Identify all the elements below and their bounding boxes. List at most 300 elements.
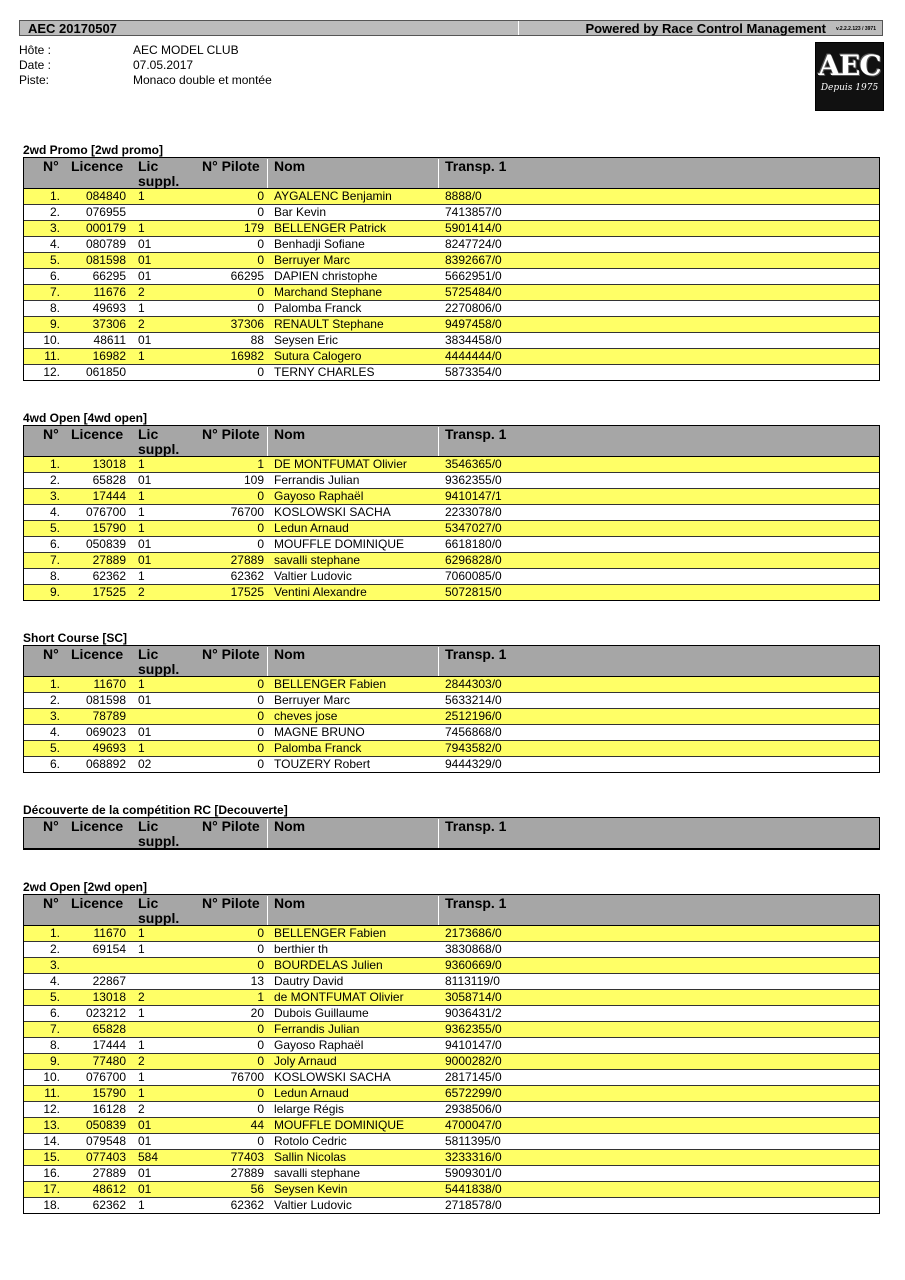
cell-licence: 061850 bbox=[85, 365, 126, 379]
table-row bbox=[24, 301, 879, 317]
cell-lic-suppl: 01 bbox=[138, 333, 152, 347]
cell-no: 1. bbox=[49, 677, 60, 691]
cell-lic-suppl: 2 bbox=[138, 990, 145, 1004]
section-title: Découverte de la compétition RC [Decouverte] bbox=[23, 803, 288, 817]
cell-lic-suppl: 01 bbox=[138, 725, 152, 739]
cell-transp: 7943582/0 bbox=[445, 741, 502, 755]
cell-no: 3. bbox=[49, 489, 60, 503]
table-row bbox=[24, 942, 879, 958]
cell-no: 11. bbox=[44, 1086, 60, 1100]
cell-transp: 6296828/0 bbox=[445, 553, 502, 567]
cell-no: 6. bbox=[49, 537, 60, 551]
cell-nom: Gayoso Raphaël bbox=[274, 489, 364, 503]
cell-licence: 000179 bbox=[85, 221, 126, 235]
table-row bbox=[24, 1006, 879, 1022]
cell-transp: 4444444/0 bbox=[445, 349, 502, 363]
table-row bbox=[24, 1182, 879, 1198]
cell-nom: Berruyer Marc bbox=[274, 253, 351, 267]
table-row bbox=[24, 457, 879, 473]
col-licence: Licence bbox=[71, 895, 124, 911]
cell-lic-suppl: 2 bbox=[138, 1054, 145, 1068]
cell-pilote: 0 bbox=[257, 942, 264, 956]
category-section bbox=[23, 631, 880, 773]
cell-nom: Ferrandis Julian bbox=[274, 1022, 360, 1036]
cell-licence: 077403 bbox=[85, 1150, 126, 1164]
cell-lic-suppl: 1 bbox=[138, 677, 145, 691]
cell-pilote: 76700 bbox=[230, 1070, 264, 1084]
info-value: Monaco double et montée bbox=[133, 73, 272, 87]
table-row bbox=[24, 926, 879, 942]
section-title: Short Course [SC] bbox=[23, 631, 128, 645]
col-nom: Nom bbox=[274, 818, 306, 834]
cell-pilote: 0 bbox=[257, 301, 264, 315]
cell-transp: 9362355/0 bbox=[445, 473, 502, 487]
cell-no: 7. bbox=[49, 1022, 60, 1036]
col-no: N° bbox=[43, 426, 59, 442]
cell-pilote: 62362 bbox=[230, 1198, 264, 1212]
cell-nom: TERNY CHARLES bbox=[274, 365, 375, 379]
table-row bbox=[24, 237, 879, 253]
col-licence: Licence bbox=[71, 158, 124, 174]
table-header bbox=[24, 158, 879, 189]
cell-nom: KOSLOWSKI SACHA bbox=[274, 505, 391, 519]
cell-transp: 9000282/0 bbox=[445, 1054, 502, 1068]
cell-nom: de MONTFUMAT Olivier bbox=[274, 990, 404, 1004]
cell-lic-suppl: 1 bbox=[138, 1038, 145, 1052]
table-row bbox=[24, 553, 879, 569]
cell-lic-suppl: 01 bbox=[138, 473, 152, 487]
cell-lic-suppl: 2 bbox=[138, 317, 145, 331]
cell-pilote: 76700 bbox=[230, 505, 264, 519]
cell-transp: 8247724/0 bbox=[445, 237, 502, 251]
cell-lic-suppl: 1 bbox=[138, 1086, 145, 1100]
cell-transp: 2233078/0 bbox=[445, 505, 502, 519]
cell-transp: 5633214/0 bbox=[445, 693, 502, 707]
col-lic-suppl-line2: suppl. bbox=[138, 833, 180, 849]
cell-licence: 48611 bbox=[93, 333, 126, 347]
cell-transp: 4700047/0 bbox=[445, 1118, 502, 1132]
cell-licence: 076700 bbox=[85, 1070, 126, 1084]
col-lic-suppl bbox=[138, 159, 179, 189]
cell-lic-suppl: 2 bbox=[138, 585, 145, 599]
cell-no: 2. bbox=[49, 473, 60, 487]
cell-lic-suppl: 01 bbox=[138, 1118, 152, 1132]
cell-licence: 22867 bbox=[92, 974, 126, 988]
info-row-host bbox=[19, 43, 272, 58]
table-row bbox=[24, 569, 879, 585]
cell-no: 5. bbox=[49, 741, 60, 755]
info-key: Hôte : bbox=[19, 43, 52, 57]
cell-licence: 16982 bbox=[92, 349, 126, 363]
cell-lic-suppl: 1 bbox=[138, 221, 145, 235]
cell-transp: 9360669/0 bbox=[445, 958, 502, 972]
cell-no: 12. bbox=[43, 365, 60, 379]
cell-pilote: 1 bbox=[257, 457, 264, 471]
cell-nom: BELLENGER Patrick bbox=[274, 221, 387, 235]
cell-licence: 48612 bbox=[92, 1182, 126, 1196]
cell-licence: 65828 bbox=[92, 473, 126, 487]
header-divider bbox=[438, 819, 439, 848]
cell-licence: 49693 bbox=[92, 301, 126, 315]
cell-licence: 11670 bbox=[93, 926, 126, 940]
cell-pilote: 44 bbox=[250, 1118, 264, 1132]
col-no: N° bbox=[43, 895, 59, 911]
col-transp: Transp. 1 bbox=[445, 158, 507, 174]
entries-table bbox=[23, 645, 880, 773]
cell-nom: lelarge Régis bbox=[274, 1102, 345, 1116]
cell-pilote: 0 bbox=[257, 958, 264, 972]
cell-pilote: 0 bbox=[257, 489, 264, 503]
cell-pilote: 20 bbox=[250, 1006, 264, 1020]
cell-no: 8. bbox=[49, 301, 60, 315]
cell-no: 17. bbox=[43, 1182, 60, 1196]
cell-licence: 084840 bbox=[85, 189, 126, 203]
cell-nom: Palomba Franck bbox=[274, 741, 362, 755]
cell-lic-suppl: 01 bbox=[138, 269, 152, 283]
cell-transp: 2844303/0 bbox=[445, 677, 502, 691]
cell-transp: 5072815/0 bbox=[445, 585, 502, 599]
cell-transp: 2512196/0 bbox=[445, 709, 502, 723]
col-lic-suppl-line2: suppl. bbox=[138, 910, 180, 926]
cell-no: 3. bbox=[49, 958, 60, 972]
cell-no: 10. bbox=[43, 1070, 60, 1084]
header-divider bbox=[267, 159, 268, 188]
cell-licence: 076955 bbox=[85, 205, 126, 219]
cell-nom: Seysen Eric bbox=[274, 333, 339, 347]
cell-pilote: 0 bbox=[257, 205, 264, 219]
cell-transp: 2718578/0 bbox=[445, 1198, 502, 1212]
cell-licence: 77480 bbox=[92, 1054, 126, 1068]
col-no: N° bbox=[43, 818, 59, 834]
col-lic-suppl bbox=[138, 819, 179, 849]
cell-nom: Gayoso Raphaël bbox=[274, 1038, 364, 1052]
cell-lic-suppl: 01 bbox=[138, 693, 152, 707]
col-pilote: N° Pilote bbox=[202, 426, 260, 442]
cell-pilote: 0 bbox=[257, 1102, 264, 1116]
cell-nom: AYGALENC Benjamin bbox=[274, 189, 392, 203]
cell-nom: berthier th bbox=[274, 942, 329, 956]
cell-lic-suppl: 1 bbox=[138, 457, 145, 471]
event-info bbox=[19, 43, 272, 88]
col-nom: Nom bbox=[274, 646, 306, 662]
cell-no: 3. bbox=[49, 709, 60, 723]
table-row bbox=[24, 974, 879, 990]
cell-no: 6. bbox=[49, 757, 60, 771]
col-lic-suppl-line2: suppl. bbox=[138, 441, 180, 457]
cell-nom: Joly Arnaud bbox=[274, 1054, 337, 1068]
cell-no: 4. bbox=[49, 505, 60, 519]
cell-nom: Sutura Calogero bbox=[274, 349, 362, 363]
table-row bbox=[24, 537, 879, 553]
cell-transp: 3834458/0 bbox=[445, 333, 502, 347]
cell-pilote: 27889 bbox=[230, 553, 264, 567]
cell-nom: Benhadji Sofiane bbox=[274, 237, 365, 251]
cell-no: 12. bbox=[43, 1102, 60, 1116]
cell-pilote: 88 bbox=[250, 333, 264, 347]
cell-no: 2. bbox=[49, 205, 60, 219]
cell-nom: KOSLOWSKI SACHA bbox=[274, 1070, 391, 1084]
cell-pilote: 66295 bbox=[230, 269, 264, 283]
cell-transp: 6572299/0 bbox=[445, 1086, 502, 1100]
col-transp: Transp. 1 bbox=[445, 646, 507, 662]
col-lic-suppl-line1: Lic bbox=[138, 158, 159, 174]
table-row bbox=[24, 585, 879, 600]
cell-pilote: 37306 bbox=[230, 317, 264, 331]
cell-lic-suppl: 1 bbox=[138, 1070, 145, 1084]
col-lic-suppl-line1: Lic bbox=[138, 426, 159, 442]
table-row bbox=[24, 709, 879, 725]
table-row bbox=[24, 489, 879, 505]
cell-pilote: 0 bbox=[257, 521, 264, 535]
cell-licence: 081598 bbox=[85, 253, 126, 267]
cell-nom: BOURDELAS Julien bbox=[274, 958, 383, 972]
cell-transp: 5811395/0 bbox=[445, 1134, 501, 1148]
col-licence: Licence bbox=[71, 426, 124, 442]
header-divider bbox=[438, 427, 439, 456]
cell-pilote: 0 bbox=[257, 1054, 264, 1068]
cell-transp: 2173686/0 bbox=[445, 926, 502, 940]
cell-transp: 8888/0 bbox=[445, 189, 482, 203]
col-lic-suppl-line2: suppl. bbox=[138, 173, 180, 189]
section-title: 4wd Open [4wd open] bbox=[23, 411, 148, 425]
cell-no: 4. bbox=[49, 237, 60, 251]
cell-lic-suppl: 01 bbox=[138, 1166, 152, 1180]
col-nom: Nom bbox=[274, 426, 306, 442]
cell-licence: 050839 bbox=[85, 1118, 126, 1132]
table-row bbox=[24, 349, 879, 365]
col-lic-suppl-line1: Lic bbox=[138, 818, 159, 834]
cell-transp: 9410147/1 bbox=[445, 489, 502, 503]
cell-pilote: 179 bbox=[243, 221, 264, 235]
cell-lic-suppl: 01 bbox=[138, 553, 152, 567]
cell-lic-suppl: 1 bbox=[138, 189, 145, 203]
col-licence: Licence bbox=[71, 646, 124, 662]
cell-no: 6. bbox=[49, 1006, 60, 1020]
cell-pilote: 0 bbox=[257, 725, 264, 739]
cell-lic-suppl: 2 bbox=[138, 285, 145, 299]
col-lic-suppl bbox=[138, 427, 179, 457]
cell-transp: 9036431/2 bbox=[445, 1006, 502, 1020]
cell-nom: Marchand Stephane bbox=[274, 285, 383, 299]
cell-lic-suppl: 1 bbox=[138, 489, 145, 503]
col-lic-suppl-line1: Lic bbox=[138, 895, 159, 911]
cell-licence: 068892 bbox=[85, 757, 126, 771]
cell-licence: 15790 bbox=[92, 521, 126, 535]
cell-no: 13. bbox=[43, 1118, 60, 1132]
col-no: N° bbox=[43, 158, 59, 174]
info-value: AEC MODEL CLUB bbox=[133, 43, 239, 57]
cell-licence: 17525 bbox=[92, 585, 126, 599]
cell-transp: 2270806/0 bbox=[445, 301, 502, 315]
table-row bbox=[24, 1198, 879, 1213]
cell-nom: Berruyer Marc bbox=[274, 693, 351, 707]
cell-no: 11. bbox=[44, 349, 60, 363]
col-transp: Transp. 1 bbox=[445, 426, 507, 442]
cell-licence: 069023 bbox=[85, 725, 126, 739]
table-header bbox=[24, 646, 879, 677]
table-row bbox=[24, 1086, 879, 1102]
cell-transp: 5441838/0 bbox=[445, 1182, 502, 1196]
cell-nom: Palomba Franck bbox=[274, 301, 362, 315]
cell-transp: 7413857/0 bbox=[445, 205, 502, 219]
col-lic-suppl-line2: suppl. bbox=[138, 661, 180, 677]
cell-lic-suppl: 02 bbox=[138, 757, 152, 771]
table-row bbox=[24, 205, 879, 221]
cell-nom: Valtier Ludovic bbox=[274, 1198, 352, 1212]
cell-transp: 8113119/0 bbox=[445, 974, 500, 988]
header-divider bbox=[438, 159, 439, 188]
table-row bbox=[24, 333, 879, 349]
cell-pilote: 17525 bbox=[230, 585, 264, 599]
cell-licence: 076700 bbox=[85, 505, 126, 519]
table-row bbox=[24, 221, 879, 237]
cell-no: 9. bbox=[49, 585, 60, 599]
table-row bbox=[24, 189, 879, 205]
table-row bbox=[24, 317, 879, 333]
cell-lic-suppl: 1 bbox=[138, 349, 145, 363]
cell-licence: 65828 bbox=[92, 1022, 126, 1036]
cell-nom: DAPIEN christophe bbox=[274, 269, 378, 283]
cell-licence: 17444 bbox=[92, 489, 126, 503]
table-row bbox=[24, 285, 879, 301]
cell-no: 18. bbox=[43, 1198, 60, 1212]
cell-nom: Valtier Ludovic bbox=[274, 569, 352, 583]
table-row bbox=[24, 757, 879, 772]
cell-pilote: 62362 bbox=[230, 569, 264, 583]
cell-transp: 5901414/0 bbox=[445, 221, 502, 235]
header-divider bbox=[438, 896, 439, 925]
table-row bbox=[24, 1038, 879, 1054]
cell-nom: DE MONTFUMAT Olivier bbox=[274, 457, 407, 471]
entries-table bbox=[23, 817, 880, 850]
cell-licence: 49693 bbox=[92, 741, 126, 755]
entries-table bbox=[23, 894, 880, 1214]
header-divider bbox=[267, 427, 268, 456]
col-transp: Transp. 1 bbox=[445, 895, 507, 911]
cell-no: 10. bbox=[43, 333, 60, 347]
cell-no: 5. bbox=[49, 990, 60, 1004]
cell-nom: MOUFFLE DOMINIQUE bbox=[274, 1118, 405, 1132]
cell-nom: MAGNE BRUNO bbox=[274, 725, 365, 739]
cell-pilote: 0 bbox=[257, 285, 264, 299]
table-header bbox=[24, 895, 879, 926]
table-header bbox=[24, 818, 879, 849]
cell-licence: 27889 bbox=[92, 1166, 126, 1180]
cell-lic-suppl: 2 bbox=[138, 1102, 145, 1116]
cell-no: 1. bbox=[49, 457, 60, 471]
cell-lic-suppl: 1 bbox=[138, 1006, 145, 1020]
col-lic-suppl bbox=[138, 647, 179, 677]
cell-pilote: 0 bbox=[257, 1022, 264, 1036]
cell-nom: MOUFFLE DOMINIQUE bbox=[274, 537, 405, 551]
cell-transp: 7456868/0 bbox=[445, 725, 502, 739]
table-row bbox=[24, 1054, 879, 1070]
col-no: N° bbox=[43, 646, 59, 662]
table-row bbox=[24, 253, 879, 269]
cell-pilote: 56 bbox=[250, 1182, 264, 1196]
cell-pilote: 0 bbox=[257, 709, 264, 723]
cell-nom: BELLENGER Fabien bbox=[274, 926, 387, 940]
table-row bbox=[24, 269, 879, 285]
cell-lic-suppl: 584 bbox=[138, 1150, 159, 1164]
info-key: Piste: bbox=[19, 73, 50, 87]
title-divider bbox=[518, 21, 519, 35]
table-row bbox=[24, 1118, 879, 1134]
table-row bbox=[24, 725, 879, 741]
cell-lic-suppl: 01 bbox=[138, 1182, 152, 1196]
cell-no: 1. bbox=[49, 189, 60, 203]
cell-no: 16. bbox=[43, 1166, 60, 1180]
cell-no: 9. bbox=[49, 1054, 60, 1068]
cell-nom: Ledun Arnaud bbox=[274, 1086, 349, 1100]
cell-transp: 9497458/0 bbox=[445, 317, 502, 331]
col-lic-suppl bbox=[138, 896, 179, 926]
cell-nom: Ventini Alexandre bbox=[274, 585, 367, 599]
header-divider bbox=[267, 819, 268, 848]
cell-transp: 7060085/0 bbox=[445, 569, 502, 583]
cell-licence: 66295 bbox=[92, 269, 126, 283]
cell-transp: 5909301/0 bbox=[445, 1166, 502, 1180]
cell-pilote: 1 bbox=[257, 990, 264, 1004]
cell-nom: Dautry David bbox=[274, 974, 344, 988]
cell-pilote: 0 bbox=[257, 189, 264, 203]
cell-licence: 27889 bbox=[92, 553, 126, 567]
table-row bbox=[24, 505, 879, 521]
cell-lic-suppl: 01 bbox=[138, 1134, 152, 1148]
table-row bbox=[24, 1134, 879, 1150]
cell-licence: 13018 bbox=[92, 457, 126, 471]
section-title: 2wd Promo [2wd promo] bbox=[23, 143, 164, 157]
cell-nom: cheves jose bbox=[274, 709, 338, 723]
cell-no: 4. bbox=[49, 725, 60, 739]
cell-transp: 2938506/0 bbox=[445, 1102, 502, 1116]
cell-licence: 78789 bbox=[92, 709, 126, 723]
cell-lic-suppl: 1 bbox=[138, 741, 145, 755]
col-pilote: N° Pilote bbox=[202, 158, 260, 174]
header-divider bbox=[438, 647, 439, 676]
category-section bbox=[23, 880, 880, 1214]
cell-lic-suppl: 1 bbox=[138, 569, 145, 583]
cell-transp: 9444329/0 bbox=[445, 757, 502, 771]
cell-nom: Ledun Arnaud bbox=[274, 521, 349, 535]
cell-licence: 13018 bbox=[92, 990, 126, 1004]
powered-by: Powered by Race Control Management bbox=[585, 21, 826, 36]
cell-pilote: 0 bbox=[257, 1038, 264, 1052]
table-row bbox=[24, 1166, 879, 1182]
cell-nom: Ferrandis Julian bbox=[274, 473, 360, 487]
table-row bbox=[24, 693, 879, 709]
table-row bbox=[24, 958, 879, 974]
table-row bbox=[24, 741, 879, 757]
info-value: 07.05.2017 bbox=[133, 58, 194, 72]
cell-pilote: 0 bbox=[257, 365, 264, 379]
cell-licence: 69154 bbox=[92, 942, 126, 956]
cell-no: 1. bbox=[49, 926, 60, 940]
header-divider bbox=[267, 647, 268, 676]
cell-lic-suppl: 1 bbox=[138, 926, 145, 940]
cell-transp: 5873354/0 bbox=[445, 365, 502, 379]
info-row-track bbox=[19, 73, 272, 88]
cell-no: 2. bbox=[49, 942, 60, 956]
cell-transp: 9362355/0 bbox=[445, 1022, 502, 1036]
cell-nom: savalli stephane bbox=[274, 1166, 361, 1180]
cell-no: 2. bbox=[49, 693, 60, 707]
cell-nom: RENAULT Stephane bbox=[274, 317, 384, 331]
cell-no: 5. bbox=[49, 521, 60, 535]
cell-pilote: 0 bbox=[257, 693, 264, 707]
cell-pilote: 16982 bbox=[230, 349, 264, 363]
col-licence: Licence bbox=[71, 818, 124, 834]
